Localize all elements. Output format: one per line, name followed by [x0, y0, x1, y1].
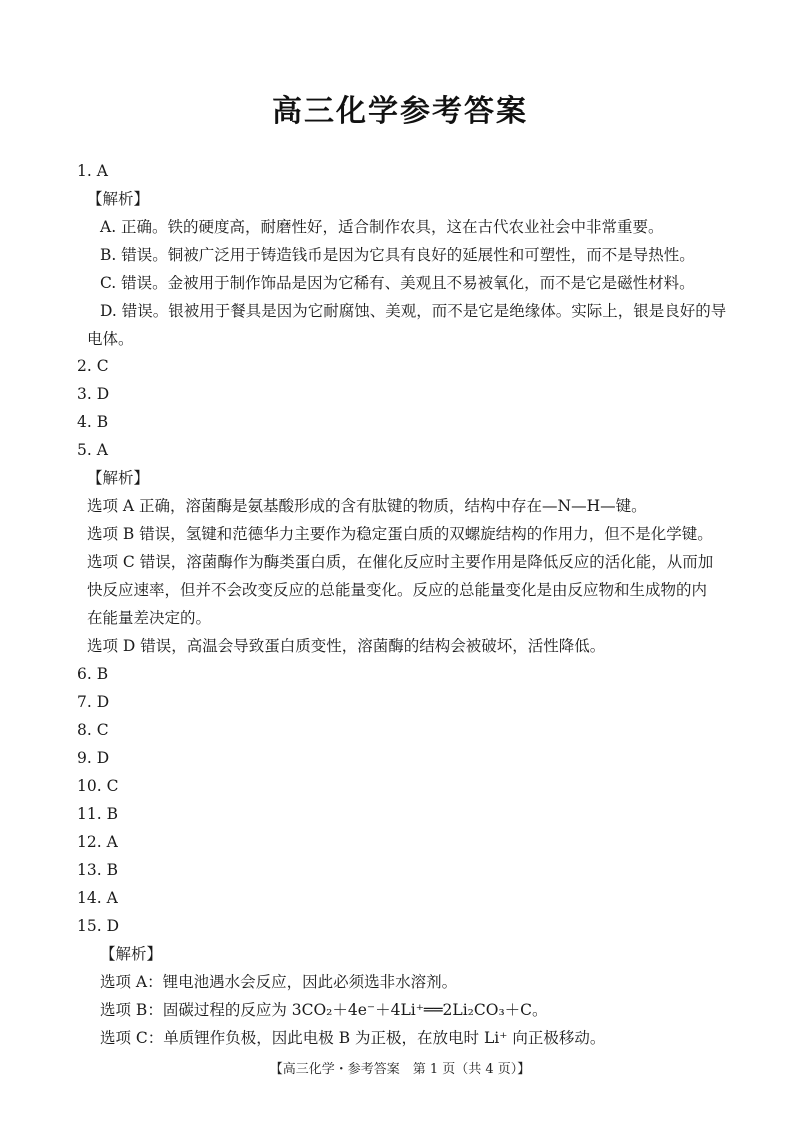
analysis-text: 电体。 [87, 330, 134, 348]
answer-item: 11. B [77, 805, 118, 823]
analysis-text: 选项 C 错误，溶菌酶作为酶类蛋白质，在催化反应时主要作用是降低反应的活化能，从而加 [87, 553, 714, 571]
analysis-text: 选项 A：锂电池遇水会反应，因此必须选非水溶剂。 [100, 973, 458, 991]
analysis-text: B. 错误。铜被广泛用于铸造钱币是因为它具有良好的延展性和可塑性，而不是导热性。 [100, 246, 695, 264]
answer-item: 13. B [77, 861, 118, 879]
analysis-heading: 【解析】 [100, 945, 163, 963]
answer-item: 15. D [77, 917, 120, 935]
analysis-text: C. 错误。金被用于制作饰品是因为它稀有、美观且不易被氧化，而不是它是磁性材料。 [100, 274, 695, 292]
page-title: 高三化学参考答案 [272, 94, 528, 129]
answer-item: 2. C [77, 357, 109, 375]
answer-item: 1. A [77, 162, 108, 180]
answer-item: 4. B [77, 413, 109, 431]
analysis-text: 选项 C：单质锂作负极，因此电极 B 为正极，在放电时 Li⁺ 向正极移动。 [100, 1029, 606, 1047]
analysis-text: 选项 A 正确，溶菌酶是氨基酸形成的含有肽键的物质，结构中存在—N—H—键。 [87, 497, 647, 515]
answer-item: 14. A [77, 889, 118, 907]
analysis-text: A. 正确。铁的硬度高，耐磨性好，适合制作农具，这在古代农业社会中非常重要。 [100, 218, 664, 236]
answer-item: 5. A [77, 441, 108, 459]
analysis-text: 选项 D 错误，高温会导致蛋白质变性，溶菌酶的结构会被破坏，活性降低。 [87, 637, 606, 655]
analysis-text: D. 错误。银被用于餐具是因为它耐腐蚀、美观，而不是它是绝缘体。实际上，银是良好的导 [100, 302, 727, 320]
analysis-heading: 【解析】 [87, 190, 150, 208]
answer-item: 10. C [77, 777, 119, 795]
answer-item: 9. D [77, 749, 110, 767]
analysis-text: 选项 B 错误，氢键和范德华力主要作为稳定蛋白质的双螺旋结构的作用力，但不是化学键。 [87, 525, 713, 543]
answer-item: 7. D [77, 693, 110, 711]
analysis-text: 快反应速率，但并不会改变反应的总能量变化。反应的总能量变化是由反应物和生成物的内 [87, 581, 708, 599]
answer-item: 3. D [77, 385, 110, 403]
analysis-text: 在能量差决定的。 [87, 609, 212, 627]
answer-item: 8. C [77, 721, 109, 739]
analysis-heading: 【解析】 [87, 469, 150, 487]
analysis-text: 选项 B：固碳过程的反应为 3CO₂＋4e⁻＋4Li⁺══2Li₂CO₃＋C。 [100, 1001, 548, 1019]
answer-item: 6. B [77, 665, 109, 683]
page-footer: 【高三化学・参考答案 第 1 页（共 4 页）】 [269, 1062, 531, 1077]
answer-item: 12. A [77, 833, 118, 851]
